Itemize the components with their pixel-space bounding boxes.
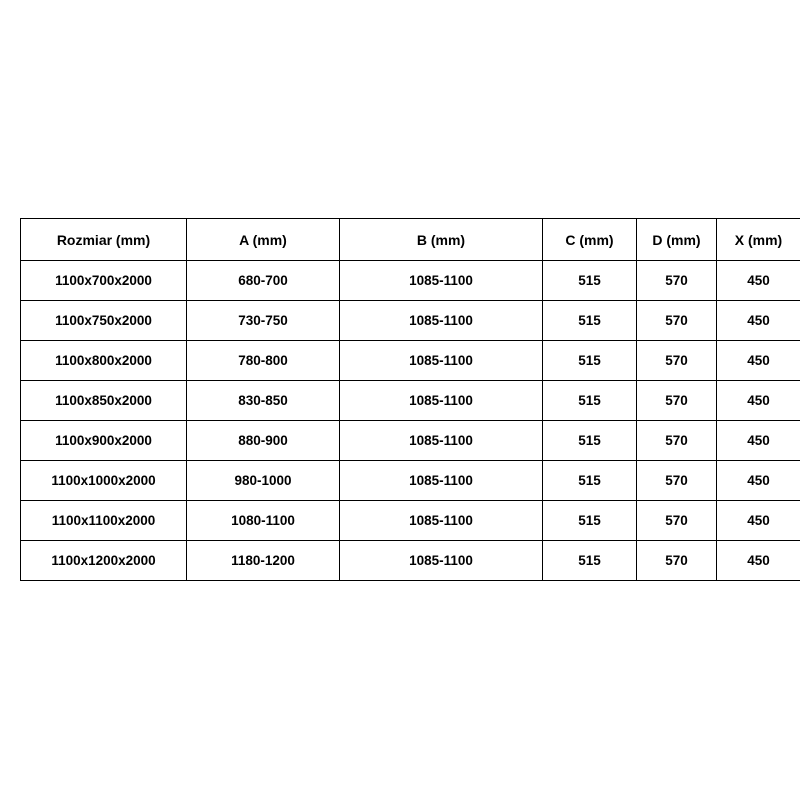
table-header [21,219,800,261]
table-row [21,541,800,581]
cell-c: 515 [543,501,637,541]
cell-x: 450 [717,381,800,421]
column-header-d: D (mm) [637,219,717,261]
cell-c: 515 [543,341,637,381]
cell-a: 680-700 [187,261,340,301]
cell-d: 570 [637,461,717,501]
cell-x: 450 [717,261,800,301]
cell-d: 570 [637,541,717,581]
cell-c: 515 [543,421,637,461]
spec-table-container [20,218,783,581]
table-body [21,261,800,581]
table-row [21,461,800,501]
table-row [21,301,800,341]
cell-size: 1100x1100x2000 [21,501,187,541]
cell-b: 1085-1100 [340,541,543,581]
dimensions-table [20,218,800,581]
table-row [21,341,800,381]
cell-x: 450 [717,461,800,501]
table-row [21,261,800,301]
column-header-x: X (mm) [717,219,800,261]
cell-x: 450 [717,541,800,581]
cell-d: 570 [637,341,717,381]
cell-a: 830-850 [187,381,340,421]
cell-a: 1080-1100 [187,501,340,541]
cell-d: 570 [637,381,717,421]
cell-c: 515 [543,381,637,421]
column-header-c: C (mm) [543,219,637,261]
cell-b: 1085-1100 [340,461,543,501]
cell-c: 515 [543,261,637,301]
cell-d: 570 [637,261,717,301]
cell-size: 1100x1200x2000 [21,541,187,581]
cell-size: 1100x850x2000 [21,381,187,421]
column-header-size: Rozmiar (mm) [21,219,187,261]
cell-c: 515 [543,461,637,501]
table-header-row [21,219,800,261]
cell-d: 570 [637,301,717,341]
cell-x: 450 [717,301,800,341]
cell-b: 1085-1100 [340,261,543,301]
cell-size: 1100x700x2000 [21,261,187,301]
cell-b: 1085-1100 [340,501,543,541]
cell-d: 570 [637,421,717,461]
cell-a: 1180-1200 [187,541,340,581]
cell-b: 1085-1100 [340,301,543,341]
cell-c: 515 [543,541,637,581]
cell-b: 1085-1100 [340,381,543,421]
table-row [21,381,800,421]
column-header-a: A (mm) [187,219,340,261]
cell-size: 1100x750x2000 [21,301,187,341]
cell-x: 450 [717,501,800,541]
cell-a: 780-800 [187,341,340,381]
cell-size: 1100x900x2000 [21,421,187,461]
cell-size: 1100x800x2000 [21,341,187,381]
cell-b: 1085-1100 [340,421,543,461]
column-header-b: B (mm) [340,219,543,261]
cell-size: 1100x1000x2000 [21,461,187,501]
cell-a: 880-900 [187,421,340,461]
table-row [21,501,800,541]
cell-b: 1085-1100 [340,341,543,381]
cell-a: 730-750 [187,301,340,341]
cell-a: 980-1000 [187,461,340,501]
table-row [21,421,800,461]
cell-x: 450 [717,341,800,381]
cell-c: 515 [543,301,637,341]
cell-x: 450 [717,421,800,461]
cell-d: 570 [637,501,717,541]
